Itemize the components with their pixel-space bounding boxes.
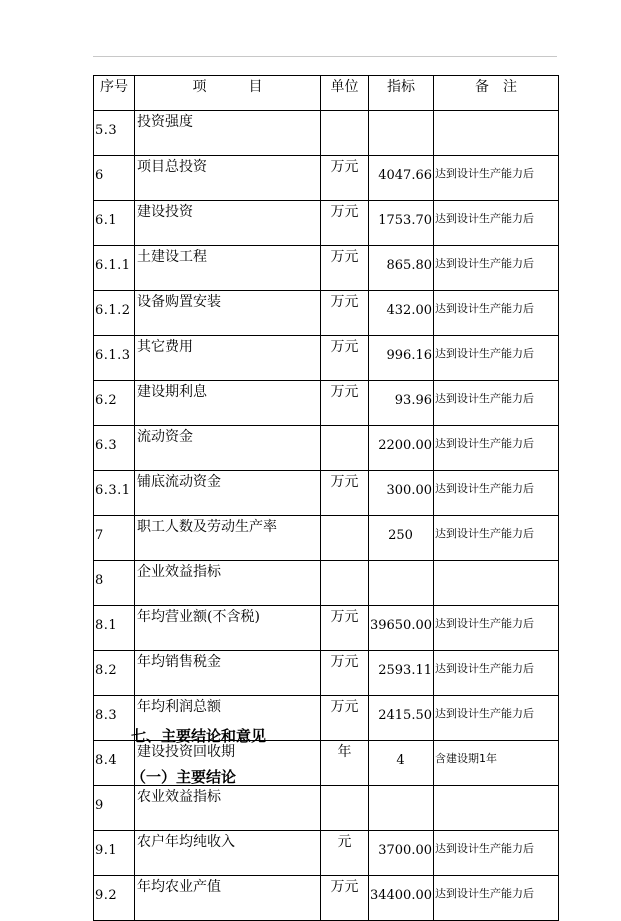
cell-note: 达到设计生产能力后 <box>434 876 559 921</box>
header-value: 指标 <box>369 76 434 111</box>
cell-no: 6.1 <box>94 201 135 246</box>
cell-no: 9 <box>94 786 135 831</box>
cell-unit: 万元 <box>321 336 369 381</box>
section-heading: 七、主要结论和意见 <box>131 727 267 745</box>
cell-no: 6.3.1 <box>94 471 135 516</box>
cell-no: 6.1.2 <box>94 291 135 336</box>
table-row <box>94 786 559 831</box>
cell-value: 865.80 <box>369 246 434 291</box>
cell-item: 铺底流动资金 <box>135 471 321 516</box>
section-subheading: （一）主要结论 <box>131 768 237 786</box>
cell-item: 建设投资回收期 <box>135 741 321 786</box>
table-row <box>94 561 559 606</box>
header-no: 序号 <box>94 76 135 111</box>
cell-item: 流动资金 <box>135 426 321 471</box>
cell-item: 建设期利息 <box>135 381 321 426</box>
cell-unit: 万元 <box>321 381 369 426</box>
cell-value: 93.96 <box>369 381 434 426</box>
cell-note: 达到设计生产能力后 <box>434 516 559 561</box>
cell-no: 7 <box>94 516 135 561</box>
cell-note: 达到设计生产能力后 <box>434 696 559 741</box>
cell-note: 达到设计生产能力后 <box>434 291 559 336</box>
cell-value: 432.00 <box>369 291 434 336</box>
table-row <box>94 516 559 561</box>
cell-unit: 万元 <box>321 651 369 696</box>
cell-no: 6.2 <box>94 381 135 426</box>
cell-unit: 年 <box>321 741 369 786</box>
cell-no: 5.3 <box>94 111 135 156</box>
cell-unit: 万元 <box>321 606 369 651</box>
cell-unit: 万元 <box>321 201 369 246</box>
header-note: 备 注 <box>434 76 559 111</box>
table-row <box>94 336 559 381</box>
cell-value <box>369 786 434 831</box>
cell-unit: 万元 <box>321 471 369 516</box>
table-row <box>94 201 559 246</box>
table-row <box>94 606 559 651</box>
cell-unit: 万元 <box>321 291 369 336</box>
cell-value: 2593.11 <box>369 651 434 696</box>
project-indicator-table <box>93 75 559 921</box>
cell-no: 8.1 <box>94 606 135 651</box>
cell-value <box>369 561 434 606</box>
page-header-rule <box>93 56 557 57</box>
cell-no: 6 <box>94 156 135 201</box>
cell-item: 土建设工程 <box>135 246 321 291</box>
cell-note: 达到设计生产能力后 <box>434 381 559 426</box>
cell-unit: 万元 <box>321 876 369 921</box>
cell-note: 达到设计生产能力后 <box>434 336 559 381</box>
cell-unit: 万元 <box>321 156 369 201</box>
cell-item: 职工人数及劳动生产率 <box>135 516 321 561</box>
table-row <box>94 426 559 471</box>
table-row <box>94 471 559 516</box>
cell-note: 达到设计生产能力后 <box>434 831 559 876</box>
cell-value: 300.00 <box>369 471 434 516</box>
cell-item: 其它费用 <box>135 336 321 381</box>
cell-value: 996.16 <box>369 336 434 381</box>
cell-no: 9.2 <box>94 876 135 921</box>
cell-item: 农户年均纯收入 <box>135 831 321 876</box>
cell-note: 达到设计生产能力后 <box>434 246 559 291</box>
cell-note: 达到设计生产能力后 <box>434 156 559 201</box>
cell-note: 达到设计生产能力后 <box>434 426 559 471</box>
cell-note: 达到设计生产能力后 <box>434 606 559 651</box>
cell-note: 含建设期1年 <box>434 741 559 786</box>
cell-item: 年均营业额(不含税) <box>135 606 321 651</box>
cell-value: 39650.00 <box>369 606 434 651</box>
cell-unit <box>321 426 369 471</box>
cell-item: 设备购置安装 <box>135 291 321 336</box>
cell-no: 8.2 <box>94 651 135 696</box>
cell-note <box>434 561 559 606</box>
cell-unit <box>321 561 369 606</box>
cell-no: 6.1.3 <box>94 336 135 381</box>
table-header-row <box>94 76 559 111</box>
cell-note <box>434 111 559 156</box>
cell-value: 2415.50 <box>369 696 434 741</box>
cell-item: 年均利润总额 <box>135 696 321 741</box>
cell-value <box>369 111 434 156</box>
cell-unit: 万元 <box>321 246 369 291</box>
cell-value: 250 <box>369 516 434 561</box>
cell-unit <box>321 111 369 156</box>
cell-note: 达到设计生产能力后 <box>434 651 559 696</box>
header-unit: 单位 <box>321 76 369 111</box>
cell-value: 1753.70 <box>369 201 434 246</box>
cell-item: 年均销售税金 <box>135 651 321 696</box>
cell-no: 8.3 <box>94 696 135 741</box>
cell-value: 34400.00 <box>369 876 434 921</box>
cell-note: 达到设计生产能力后 <box>434 201 559 246</box>
cell-no: 6.1.1 <box>94 246 135 291</box>
cell-unit <box>321 516 369 561</box>
cell-no: 8 <box>94 561 135 606</box>
cell-item: 投资强度 <box>135 111 321 156</box>
cell-no: 6.3 <box>94 426 135 471</box>
cell-value: 4047.66 <box>369 156 434 201</box>
cell-unit: 万元 <box>321 696 369 741</box>
cell-item: 年均农业产值 <box>135 876 321 921</box>
table-row <box>94 111 559 156</box>
cell-item: 农业效益指标 <box>135 786 321 831</box>
cell-item: 项目总投资 <box>135 156 321 201</box>
cell-value: 2200.00 <box>369 426 434 471</box>
cell-unit <box>321 786 369 831</box>
table-row <box>94 156 559 201</box>
table-row <box>94 246 559 291</box>
table-row <box>94 381 559 426</box>
cell-no: 9.1 <box>94 831 135 876</box>
cell-item: 建设投资 <box>135 201 321 246</box>
cell-value: 3700.00 <box>369 831 434 876</box>
cell-no: 8.4 <box>94 741 135 786</box>
table-row <box>94 831 559 876</box>
cell-unit: 元 <box>321 831 369 876</box>
header-item: 项 目 <box>135 76 321 111</box>
table-row <box>94 291 559 336</box>
table-row <box>94 651 559 696</box>
cell-value: 4 <box>369 741 434 786</box>
table-row <box>94 876 559 921</box>
cell-note <box>434 786 559 831</box>
cell-item: 企业效益指标 <box>135 561 321 606</box>
cell-note: 达到设计生产能力后 <box>434 471 559 516</box>
